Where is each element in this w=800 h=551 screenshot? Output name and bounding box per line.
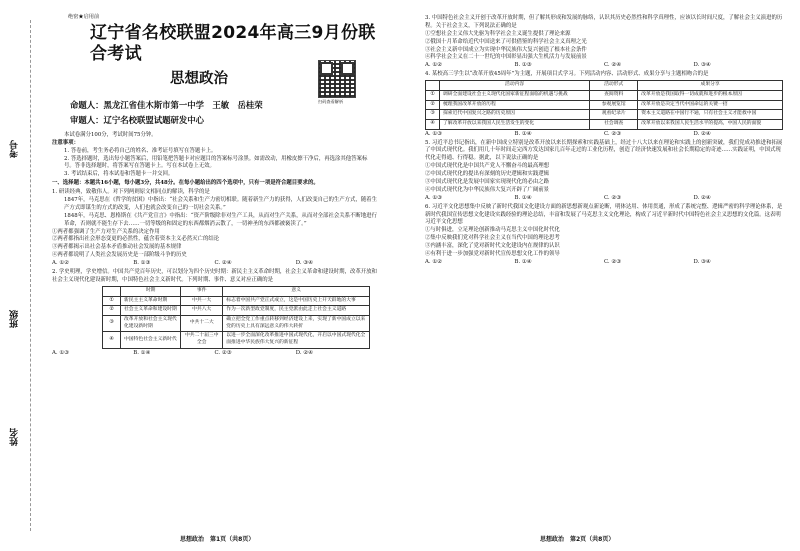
statement: ③内涵丰富，深化了党对新时代文化建设内在规律的认识 (425, 243, 560, 250)
table-row (103, 315, 370, 331)
statement: ④有利于进一步加强党对新时代宣传思想文化工作的领导 (425, 251, 560, 257)
option-c: C. ②③ (214, 349, 232, 356)
table-cell: ④ (426, 119, 440, 129)
answer-options (425, 131, 783, 139)
qr-code (318, 60, 356, 98)
table-cell: 中共二十届三中全会 (181, 332, 223, 348)
answer-options (52, 260, 377, 268)
page-footer-left: 思想政治 第1页（共8页） (180, 536, 255, 543)
table-cell: ④ (103, 332, 121, 348)
quote-1847: 1847年，马克思在《哲学的贫困》中指出：“社会关系和生产力密切相联。随着新生产力的获得，人们改变自己的生产方式，随着生产方式即谋生的方式的改变，人们也就会改变自己的一切社会关系。” (64, 197, 377, 211)
option-c: C. ②③ (604, 194, 622, 201)
exam-intro: 本试卷满分100分，考试时间75分钟。 (64, 131, 157, 138)
table-cell: 中共一大 (181, 296, 223, 306)
proposer-line: 命题人：黑龙江省佳木斯市第一中学 王敏 岳桂荣 (70, 100, 263, 111)
qr-label: 扫码查看解析 (318, 99, 344, 104)
option-a: A. ①② (425, 62, 442, 69)
table-header: 活动内容 (440, 81, 590, 91)
option-a: A. ①③ (425, 130, 442, 137)
table-cell: ② (426, 100, 440, 110)
option-b: B. ①④ (514, 194, 532, 201)
table-cell: 社会调查 (590, 119, 638, 129)
class-label: 班级 (10, 310, 20, 328)
question-stem: 2. 学史明理，学史增信。中国共产党百年历史，可以划分为四个历史时期：新民主主义革命时期，社会主义革命和建设时期，改革开放和社会主义现代化建设新时期，中国特色社会主义新时代。下列时期、事件、意义对应正确的是 (52, 269, 377, 283)
table-cell: 确立把全党工作重点转移到经济建设上来，实现了新中国成立以来党的历史上具有深远意义的伟大转折 (223, 315, 370, 331)
table-cell: 资本主义道路在中国行不通，只有社会主义才能救中国 (638, 110, 783, 120)
table-cell: 改革开放是决定当代中国命运的关键一招 (638, 100, 783, 110)
table-row (426, 100, 783, 110)
option-b: B. ①④ (133, 349, 151, 356)
table-cell: ① (103, 296, 121, 306)
table-cell: 查阅资料 (590, 90, 638, 100)
table-cell: 调研全面建设社会主义现代化国家新征程面临的机遇与挑战 (440, 90, 590, 100)
table-cell: ③ (103, 315, 121, 331)
question-stem: 3. 中国特色社会主义开创于改革开放时期，但了解其形成和发展的脉络，认识其历史必然性和科学真理性，应该以长时间尺度，了解社会主义演进的历程。关于社会主义，下列说法正确的是 (425, 15, 783, 29)
option-a: A. ①③ (425, 194, 442, 201)
statement: ②集中反映我们党对科学社会主义在当代中国的理论思考 (425, 235, 560, 242)
question-3 (425, 15, 783, 70)
table-cell: 梳理我国改革开放的历程 (440, 100, 590, 110)
cut-line (30, 20, 31, 531)
statement: ③社会主义新中国成立为实现中华民族伟大复兴创造了根本社会条件 (425, 46, 587, 53)
binding-gutter (0, 0, 46, 551)
question-1 (52, 189, 377, 268)
section-heading: 一、选择题：本题共16小题，每小题3分，共48分。在每小题给出的四个选项中，只有一项是符合题目要求的。 (52, 180, 319, 187)
option-c: C. ②③ (604, 258, 622, 265)
table-row (103, 332, 370, 348)
statement: ②俄国十月革命给近代中国送来了可供借鉴的科学社会主义真理之光 (425, 38, 587, 45)
statement: ①中国式现代化是中国共产党人不懈奋斗的最高理想 (425, 163, 549, 170)
statement: ①两者都强调了生产力对生产关系的决定作用 (52, 228, 160, 235)
exam-title: 辽宁省名校联盟2024年高三9月份联合考试 (90, 22, 376, 64)
question-5 (425, 140, 783, 203)
question-4 (425, 71, 783, 138)
note-item: 1. 答卷前，考生务必将自己的姓名、准考证号填写在答题卡上。 (64, 147, 217, 154)
statement: ③两者都揭示出社会基本矛盾推动社会发展的基本规律 (52, 244, 182, 251)
table-cell: 参观展览馆 (590, 100, 638, 110)
statement: ④中国式现代化为中华民族伟大复兴开辟了广阔前景 (425, 186, 549, 193)
statement: ④两者都说明了人类社会发展历史是一部阶级斗争的历史 (52, 252, 187, 259)
option-b: B. ①④ (514, 130, 532, 137)
table-header (103, 286, 121, 296)
option-b: B. ①④ (514, 258, 532, 265)
table-cell: 中共十二大 (181, 315, 223, 331)
option-b: B. ①③ (133, 260, 151, 267)
statement: ②两者都指出社会形态变更的必然性，蕴含着资本主义必然灭亡的结论 (52, 236, 220, 243)
option-a: A. ①② (425, 258, 442, 265)
page-footer-right: 思想政治 第2页（共8页） (540, 536, 615, 543)
history-table (102, 286, 370, 349)
table-cell: ③ (426, 110, 440, 120)
option-b: B. ①③ (514, 62, 532, 69)
table-header (426, 81, 440, 91)
answer-options (425, 195, 783, 203)
answer-options (425, 62, 783, 70)
option-c: C. ②③ (604, 130, 622, 137)
table-row (426, 119, 783, 129)
statement: ②中国式现代化的提出有深刻的历史逻辑和实践逻辑 (425, 171, 549, 178)
question-stem: 4. 某校高三学生以“改革开放45周年”为主题，开展项目式学习。下列活动内容、活动形式、成果分享与主题相吻合的是 (425, 71, 709, 78)
option-d: D. ②④ (295, 349, 313, 356)
table-header: 成果分享 (638, 81, 783, 91)
table-header: 意义 (223, 286, 370, 296)
table-cell: 中国特色社会主义新时代 (121, 332, 181, 348)
question-2 (52, 269, 377, 358)
subject-title: 思想政治 (170, 71, 228, 88)
table-header: 事件 (181, 286, 223, 296)
statement: ①与时俱进，立足理论创新推动马克思主义中国化时代化 (425, 227, 560, 234)
option-c: C. ②④ (604, 62, 622, 69)
secret-mark: 绝密★启用前 (68, 14, 100, 20)
table-cell: 改革开放是我国取得一切成就和进步的根本原因 (638, 90, 783, 100)
page-two (425, 14, 783, 267)
reviewer-line: 审题人：辽宁名校联盟试题研发中心 (70, 115, 204, 126)
table-cell: 中共八大 (181, 306, 223, 316)
table-cell: 社会主义革命和建设时期 (121, 306, 181, 316)
table-cell: 标志着中国共产党正式成立，这是中国历史上开天辟地的大事 (223, 296, 370, 306)
table-cell: 探索近代中国复兴之路的历史原因 (440, 110, 590, 120)
activity-table (425, 80, 783, 130)
table-cell: ① (426, 90, 440, 100)
quote-1848: 1848年，马克思、恩格斯在《共产党宣言》中指出：“资产阶级除非对生产工具，从而对生产关系，从而对全部社会关系不断地进行革命，否则就不能生存下去……一切等级的和固定的东西都烟消云散了，一切神圣的东西都被亵渎了。” (64, 212, 377, 227)
name-label: 姓名 (10, 428, 20, 446)
question-stem: 6. 习近平文化思想集中反映了新时代我国文化建设方面的新思想新观点新论断，明体达用、体用贯通，形成了系统完整、逻辑严密的科学理论体系，是新时代我国宣传思想文化建设实践经验的理论总结，丰富和发展了马克思主义文化理论，构成了习近平新时代中国特色社会主义思想的文化篇。这表明习近平文化思想 (425, 203, 783, 226)
table-cell: ② (103, 306, 121, 316)
table-cell: 观看纪录片 (590, 110, 638, 120)
option-d: D. ③④ (693, 62, 711, 69)
exam-number-label: 考号 (10, 140, 20, 158)
table-cell: 新民主主义革命时期 (121, 296, 181, 306)
option-d: D. ②④ (693, 194, 711, 201)
table-cell: 了解改革开放以来我国人民生活发生的变化 (440, 119, 590, 129)
table-header: 活动形式 (590, 81, 638, 91)
page-one (52, 14, 377, 358)
question-stem: 5. 习近平总书记指出，在新中国成立特别是改革开放以来长期探索和实践基础上，经过十八大以来在理论和实践上的创新突破，我们党成功推进和拓展了中国式现代化。我们用几十年时间走完西方发达国家几百年走过的工业化历程，创造了经济快速发展和社会长期稳定的奇迹……实践证明，中国式现代化走得通、行得稳。据此，以下说法正确的是 (425, 139, 783, 162)
option-c: C. ②④ (214, 260, 232, 267)
answer-options (425, 259, 783, 267)
statement: ③中国式现代化是发展中国家实现现代化的必由之路 (425, 178, 549, 185)
option-d: D. ②④ (693, 130, 711, 137)
note-item: 3. 考试结束后，将本试卷和答题卡一并交回。 (64, 171, 174, 178)
table-cell: 改革开放和社会主义现代化建设新时期 (121, 315, 181, 331)
question-6 (425, 204, 783, 267)
statement: ④科学社会主义在二十一世纪的中国彰显出强大生机活力与发展前景 (425, 54, 587, 61)
option-d: D. ③④ (693, 258, 711, 265)
answer-options (52, 350, 377, 358)
table-row (426, 110, 783, 120)
statement: ①空想社会主义伟大先驱为科学社会主义诞生提供了理论来源 (425, 30, 571, 37)
table-row (103, 306, 370, 316)
notes-heading: 注意事项： (52, 139, 79, 146)
note-item: 2. 答选择题时，选出每小题答案后，用铅笔把答题卡对应题目的答案标号涂黑。如需改动，用橡皮擦干净后，再选涂其他答案标号。答非选择题时，将答案写在答题卡上。写在本试卷上无效。 (64, 155, 368, 170)
table-cell: 作为一次新型政党制度，民主党派由此走上社会主义道路 (223, 306, 370, 316)
option-a: A. ①③ (52, 349, 69, 356)
table-row (103, 296, 370, 306)
option-d: D. ③④ (295, 260, 313, 267)
question-stem: 1. 研读经典，致敬伟人。对下列两则原文相同点的解读，科学的是 (52, 189, 210, 196)
notes-block (52, 140, 377, 179)
table-row (426, 90, 783, 100)
table-cell: 改革开放以来我国人民生活水平的提高，中国人民的面貌 (638, 119, 783, 129)
option-a: A. ①② (52, 260, 69, 267)
table-header: 时期 (121, 286, 181, 296)
table-cell: 以进一步全面深化改革推进中国式现代化，开启以中国式现代化全面推进中华民族伟大复兴的新征程 (223, 332, 370, 348)
